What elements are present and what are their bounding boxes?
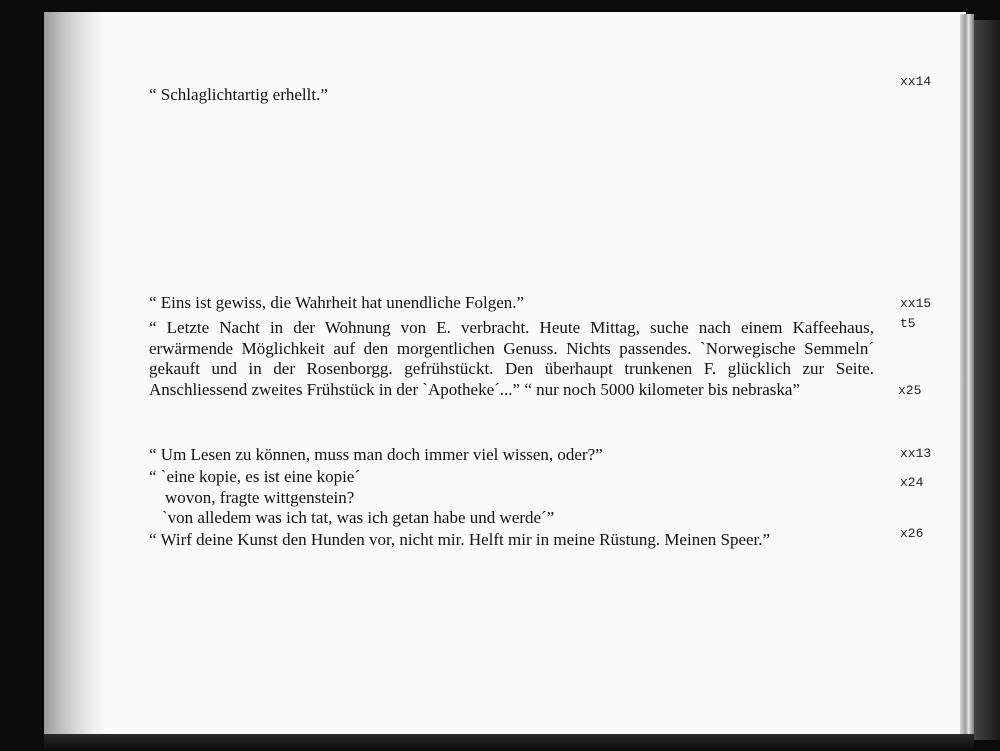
reference-code-xx13: xx13 [900, 446, 932, 461]
reference-code-x24: x24 [900, 475, 924, 490]
reference-code-t5: t5 [900, 316, 916, 331]
poem-line-3: `von alledem was ich tat, was ich getan habe und werde´” [162, 508, 555, 527]
gutter-shadow [44, 12, 106, 734]
cover-edge-right [974, 20, 1000, 740]
page-edge-right [960, 14, 974, 736]
reference-code-xx14: xx14 [900, 74, 932, 89]
reference-code-xx15: xx15 [900, 296, 932, 311]
reference-code-x26: x26 [900, 526, 924, 541]
cover-edge-bottom [44, 734, 974, 751]
poem-line-1: “ `eine kopie, es ist eine kopie´ [149, 467, 361, 486]
quote-schlaglichtartig: “ Schlaglichtartig erhellt.” [149, 85, 328, 104]
poem-line-2: wovon, fragte wittgenstein? [165, 488, 355, 507]
reference-code-x25: x25 [898, 383, 922, 398]
paragraph-letzte-nacht: “ Letzte Nacht in der Wohnung von E. verbracht. Heute Mittag, suche nach einem Kaffeehaus, erwärmende Möglichkeit auf den morgentlichen Genuss. Nichts passendes. `Norwegische Semmeln´ gekauft und in der Rosenborgg. gefrühstückt. Den überhaupt trunkenen F. glücklich zur Seite. Anschliessend zweites Frühstück in der `Apotheke´...” “ nur noch 5000 kilometer bis nebraska” [149, 318, 874, 399]
quote-wahrheit: “ Eins ist gewiss, die Wahrheit hat unendliche Folgen.” [149, 293, 525, 312]
quote-kunst: “ Wirf deine Kunst den Hunden vor, nicht mir. Helft mir in meine Rüstung. Meinen Speer.” [149, 530, 771, 549]
quote-lesen: “ Um Lesen zu können, muss man doch immer viel wissen, oder?” [149, 445, 603, 464]
